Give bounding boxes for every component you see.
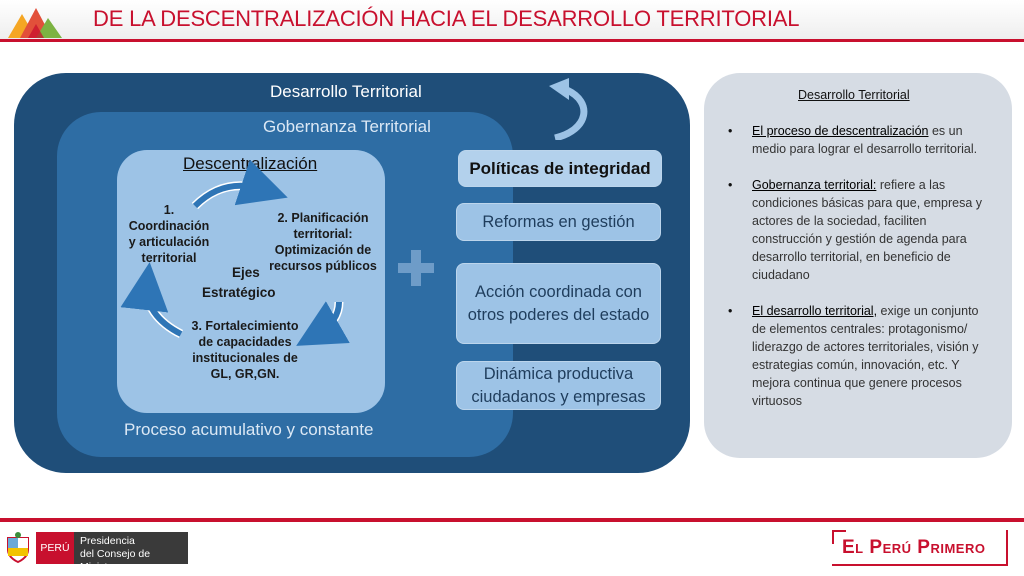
axes-label: [202, 263, 292, 303]
pill-dinamica-productiva: Dinámica productiva ciudadanos y empresas: [456, 361, 661, 410]
mid-panel-footer: Proceso acumulativo y constante: [124, 420, 374, 439]
inner-panel-label: Descentralización: [183, 154, 318, 173]
outer-panel-label: Desarrollo Territorial: [270, 82, 422, 101]
curved-arrow-icon: [545, 76, 595, 140]
gov-country: PERÚ: [36, 532, 74, 564]
gov-institution: [74, 532, 188, 573]
coat-of-arms-icon: [4, 532, 32, 564]
step-planificacion: 2. Planificación territorial: Optimización de recursos públicos: [269, 211, 377, 273]
pill-politicas-integridad: Políticas de integridad: [458, 150, 662, 187]
pill-accion-coordinada: Acción coordinada con otros poderes del estado: [456, 263, 661, 344]
side-panel-title: Desarrollo Territorial: [798, 88, 910, 102]
axes-label-line2: Estratégico: [202, 285, 276, 300]
step-coordinacion: 1. Coordinación y articulación territorial: [128, 203, 210, 265]
list-item-text: exige un conjunto de elementos centrales: protagonismo/ liderazgo de actores territoriales, visión y estrategias común, innovación, etc. Y mejora continua que genere procesos virtuosos: [752, 304, 979, 408]
footer-divider: [0, 518, 1024, 522]
government-logo: [36, 532, 188, 573]
gov-institution-line2: del Consejo de Ministros: [80, 548, 151, 573]
mid-panel-label: Gobernanza Territorial: [263, 117, 431, 136]
side-panel-list: [728, 122, 990, 428]
mountains-logo-icon: [6, 4, 64, 40]
list-item-term: El desarrollo territorial,: [752, 304, 878, 318]
page-title: DE LA DESCENTRALIZACIÓN HACIA EL DESARROLLO TERRITORIAL: [93, 6, 800, 31]
step-fortalecimiento: 3. Fortalecimiento de capacidades institucionales de GL, GR,GN.: [191, 319, 299, 381]
axes-label-line1: Ejes: [232, 265, 260, 280]
list-item: [728, 122, 990, 158]
list-item-text: es un medio para lograr el desarrollo territorial.: [752, 124, 978, 156]
gov-institution-line1: Presidencia: [80, 535, 135, 547]
list-item-term: El proceso de descentralización: [752, 124, 929, 138]
pill-reformas-gestion: Reformas en gestión: [456, 203, 661, 241]
list-item-text: refiere a las condiciones básicas para que, empresa y actores de la sociedad, faciliten construcción y gestión de agenda para desarrollo territorial, en beneficio de ciudadano: [752, 178, 982, 282]
header-bar: [0, 0, 1024, 42]
slogan-text: El Perú Primero: [842, 537, 986, 558]
list-item: [728, 176, 990, 284]
plus-icon: [396, 248, 436, 288]
list-item: [728, 302, 990, 410]
list-item-term: Gobernanza territorial:: [752, 178, 877, 192]
